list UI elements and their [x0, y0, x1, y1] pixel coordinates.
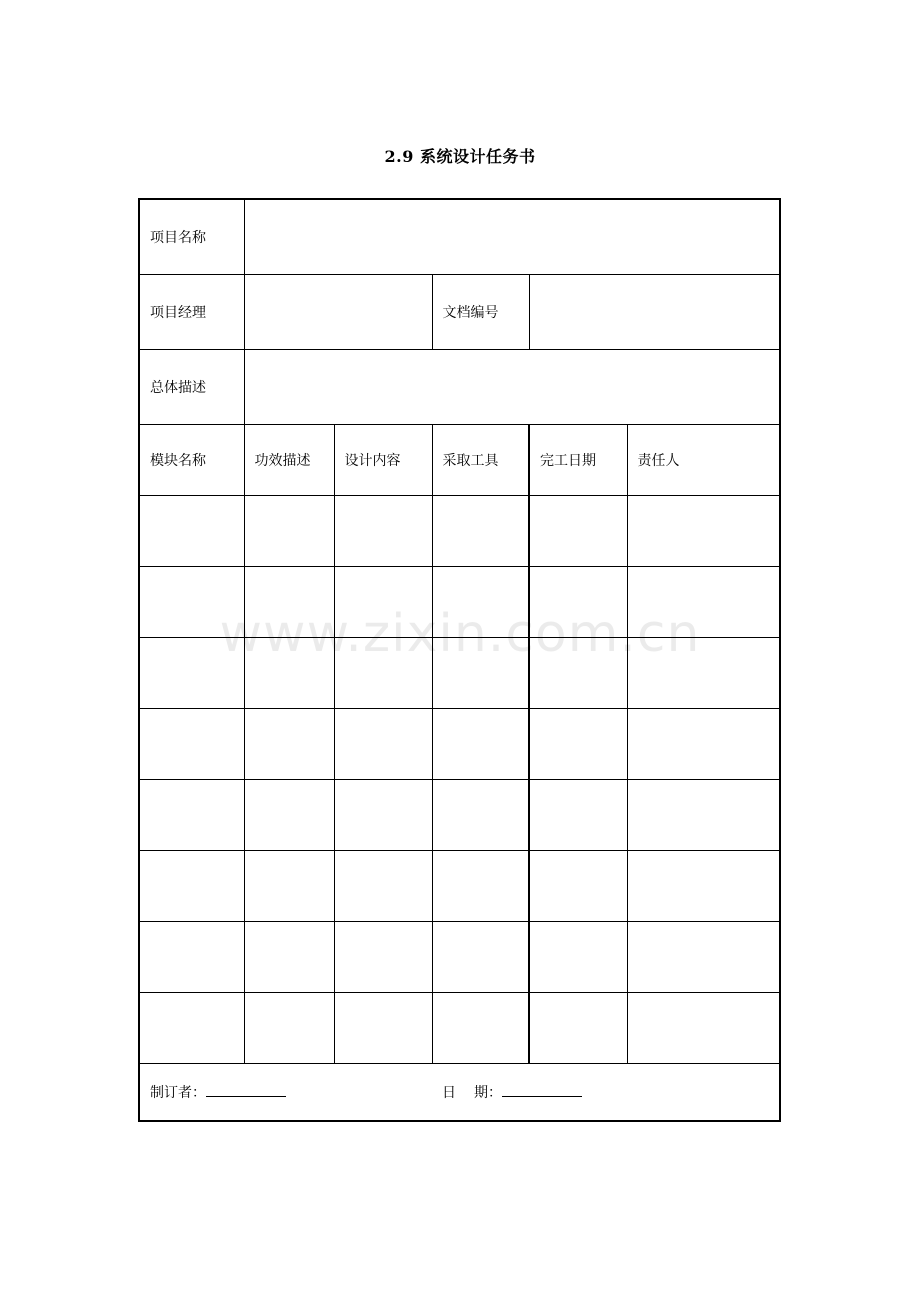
date-label-day: 日 [442, 1084, 456, 1101]
footer-cell [139, 1063, 780, 1121]
cell-function-desc[interactable] [244, 921, 334, 992]
row-column-headers [139, 424, 780, 495]
task-form-table [138, 198, 781, 1122]
cell-completion-date[interactable] [529, 992, 627, 1063]
overview-label: 总体描述 [139, 349, 244, 424]
cell-tools[interactable] [432, 992, 529, 1063]
doc-number-field[interactable] [529, 274, 780, 349]
table-row [139, 779, 780, 850]
cell-completion-date[interactable] [529, 637, 627, 708]
cell-design-content[interactable] [334, 921, 432, 992]
cell-design-content[interactable] [334, 708, 432, 779]
row-project-manager [139, 274, 780, 349]
table-row [139, 850, 780, 921]
cell-tools[interactable] [432, 779, 529, 850]
cell-module-name[interactable] [139, 637, 244, 708]
cell-function-desc[interactable] [244, 708, 334, 779]
cell-completion-date[interactable] [529, 779, 627, 850]
table-row [139, 992, 780, 1063]
page-title: 2.9 系统设计任务书 [384, 147, 536, 166]
cell-module-name[interactable] [139, 850, 244, 921]
cell-owner[interactable] [627, 779, 780, 850]
header-completion-date: 完工日期 [529, 424, 627, 495]
cell-module-name[interactable] [139, 992, 244, 1063]
cell-tools[interactable] [432, 566, 529, 637]
header-tools: 采取工具 [432, 424, 529, 495]
header-design-content: 设计内容 [334, 424, 432, 495]
doc-number-label: 文档编号 [432, 274, 529, 349]
cell-function-desc[interactable] [244, 566, 334, 637]
row-project-name [139, 199, 780, 274]
date-blank-line[interactable] [502, 1082, 582, 1097]
cell-tools[interactable] [432, 850, 529, 921]
cell-completion-date[interactable] [529, 708, 627, 779]
table-row [139, 708, 780, 779]
project-name-field[interactable] [244, 199, 780, 274]
cell-owner[interactable] [627, 708, 780, 779]
cell-function-desc[interactable] [244, 850, 334, 921]
cell-completion-date[interactable] [529, 921, 627, 992]
cell-module-name[interactable] [139, 708, 244, 779]
date-label-period: 期： [474, 1084, 502, 1101]
cell-completion-date[interactable] [529, 495, 627, 566]
cell-module-name[interactable] [139, 495, 244, 566]
overview-field[interactable] [244, 349, 780, 424]
table-row [139, 637, 780, 708]
cell-owner[interactable] [627, 921, 780, 992]
table-row [139, 495, 780, 566]
project-manager-label: 项目经理 [139, 274, 244, 349]
cell-owner[interactable] [627, 566, 780, 637]
cell-tools[interactable] [432, 495, 529, 566]
cell-owner[interactable] [627, 495, 780, 566]
cell-function-desc[interactable] [244, 779, 334, 850]
author-label: 制订者： [150, 1084, 206, 1101]
header-function-desc: 功效描述 [244, 424, 334, 495]
cell-tools[interactable] [432, 921, 529, 992]
cell-design-content[interactable] [334, 566, 432, 637]
cell-owner[interactable] [627, 637, 780, 708]
cell-function-desc[interactable] [244, 992, 334, 1063]
cell-design-content[interactable] [334, 495, 432, 566]
table-row [139, 921, 780, 992]
cell-function-desc[interactable] [244, 637, 334, 708]
row-footer [139, 1063, 780, 1121]
cell-completion-date[interactable] [529, 566, 627, 637]
cell-design-content[interactable] [334, 850, 432, 921]
cell-design-content[interactable] [334, 637, 432, 708]
header-owner: 责任人 [627, 424, 780, 495]
cell-completion-date[interactable] [529, 850, 627, 921]
cell-design-content[interactable] [334, 992, 432, 1063]
header-module-name: 模块名称 [139, 424, 244, 495]
cell-owner[interactable] [627, 992, 780, 1063]
cell-module-name[interactable] [139, 566, 244, 637]
cell-tools[interactable] [432, 708, 529, 779]
cell-owner[interactable] [627, 850, 780, 921]
cell-module-name[interactable] [139, 779, 244, 850]
cell-function-desc[interactable] [244, 495, 334, 566]
cell-tools[interactable] [432, 637, 529, 708]
author-blank-line[interactable] [206, 1082, 286, 1097]
cell-module-name[interactable] [139, 921, 244, 992]
project-manager-field[interactable] [244, 274, 432, 349]
project-name-label: 项目名称 [139, 199, 244, 274]
watermark: www.zixin.com.cn [219, 604, 701, 664]
table-row [139, 566, 780, 637]
cell-design-content[interactable] [334, 779, 432, 850]
row-overview [139, 349, 780, 424]
